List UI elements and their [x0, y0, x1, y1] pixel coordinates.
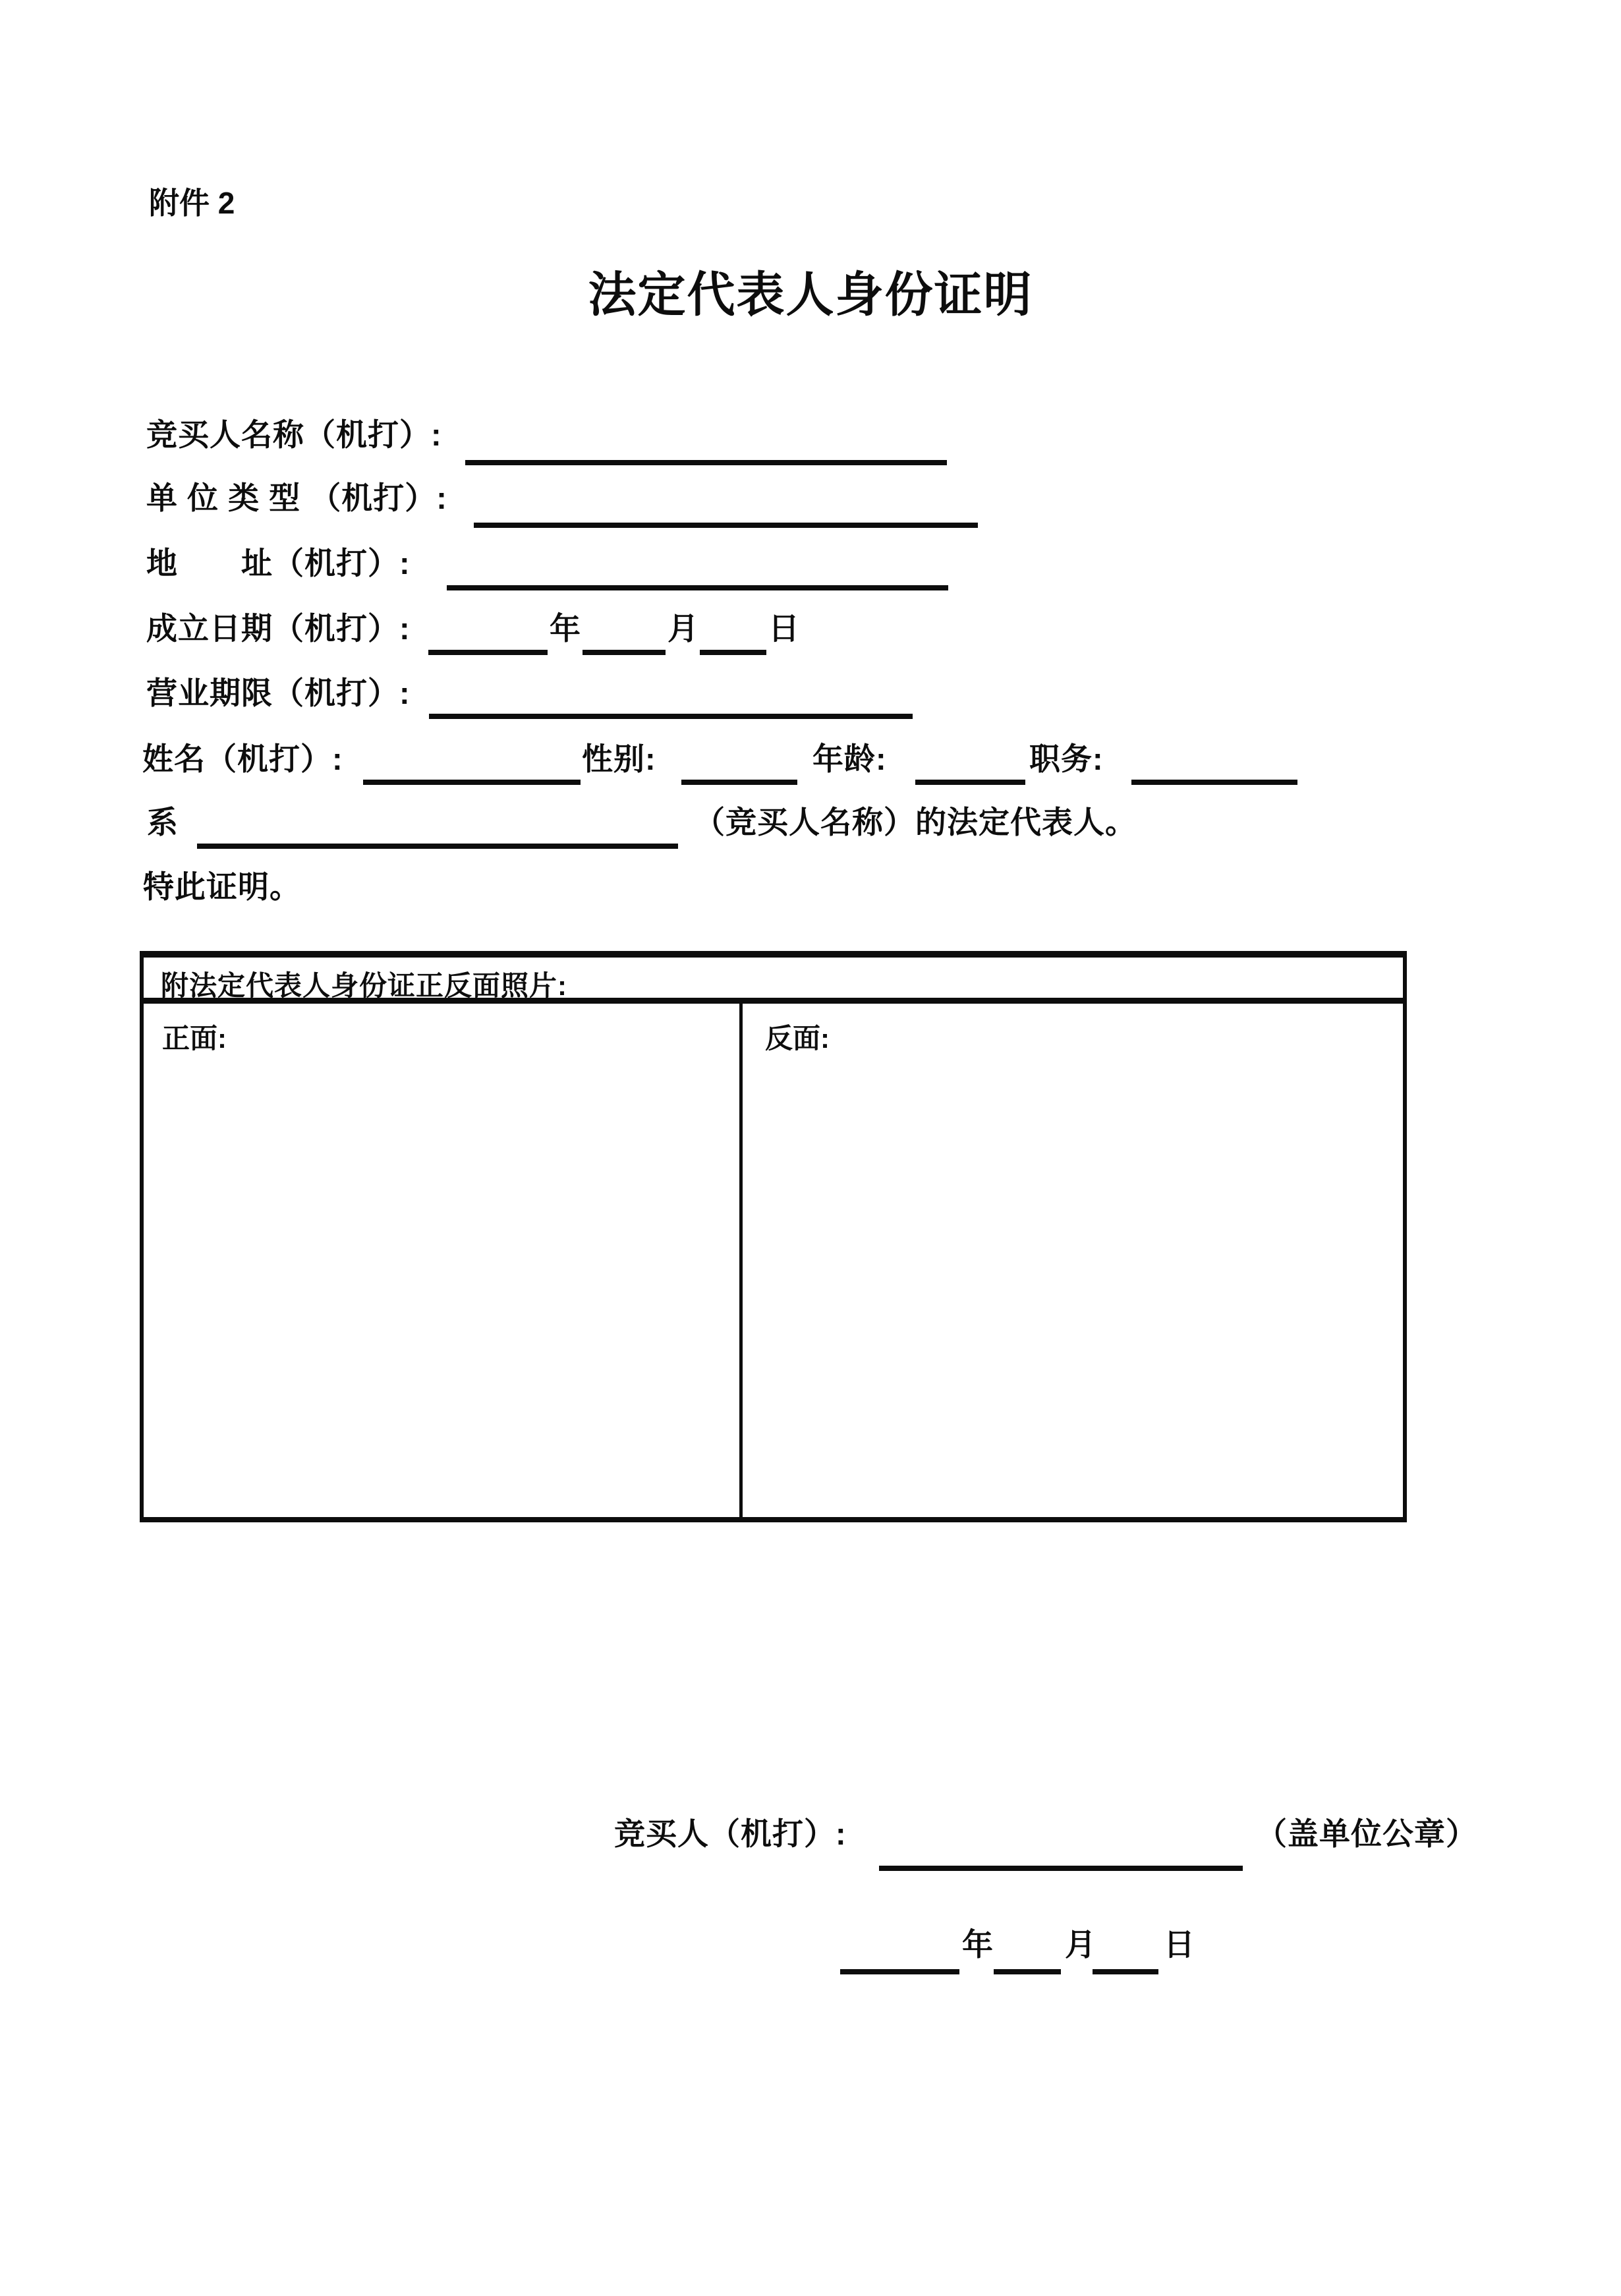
blank-company-name: [197, 844, 678, 849]
sign-day-suffix: 日: [1164, 1927, 1195, 1962]
establish-year-suffix: 年: [550, 611, 581, 646]
blank-establish-month: [583, 650, 666, 655]
sign-month-suffix: 月: [1065, 1927, 1096, 1962]
blank-age: [915, 780, 1025, 785]
establish-date-label: 成立日期（机打）:: [146, 611, 411, 646]
blank-signature-bidder: [879, 1866, 1243, 1871]
bidder-name-label: 竞买人名称（机打）:: [146, 417, 442, 452]
blank-position: [1131, 780, 1297, 785]
gender-label: 性别:: [582, 741, 656, 776]
attachment-number-label: 附件 2: [149, 186, 235, 220]
id-photo-back-cell: [743, 1004, 1403, 1517]
address-label: 地 址（机打）:: [146, 546, 411, 581]
blank-establish-year: [428, 650, 548, 655]
seal-note-label: （盖单位公章）: [1256, 1816, 1477, 1851]
id-photo-back-label: 反面:: [765, 1023, 830, 1054]
id-photo-box: [140, 951, 1407, 1522]
blank-sign-month: [994, 1969, 1061, 1974]
unit-type-label: 单 位 类 型 （机打）:: [146, 480, 447, 515]
rep-name-label: 姓名（机打）:: [142, 741, 343, 776]
is-prefix-label: 系: [147, 805, 179, 840]
blank-gender: [681, 780, 797, 785]
position-label: 职务:: [1029, 741, 1104, 776]
id-photo-front-cell: [144, 1004, 743, 1517]
signature-bidder-label: 竞买人（机打）:: [614, 1816, 847, 1851]
id-photo-box-header: 附法定代表人身份证正反面照片:: [144, 958, 1403, 1004]
establish-month-suffix: 月: [668, 611, 699, 646]
business-term-label: 营业期限（机打）:: [146, 675, 411, 710]
blank-establish-day: [700, 650, 766, 655]
legal-rep-suffix-label: （竞买人名称）的法定代表人。: [694, 805, 1137, 840]
sign-year-suffix: 年: [962, 1927, 994, 1962]
blank-address: [447, 585, 948, 590]
id-photo-cells: [144, 1004, 1403, 1517]
id-photo-front-label: 正面:: [162, 1023, 227, 1054]
establish-day-suffix: 日: [768, 611, 800, 646]
document-title: 法定代表人身份证明: [588, 268, 1033, 322]
age-label: 年龄:: [812, 741, 887, 776]
blank-rep-name: [363, 780, 581, 785]
blank-business-term: [429, 714, 913, 719]
blank-sign-year: [840, 1969, 959, 1974]
blank-bidder-name: [465, 460, 947, 465]
blank-sign-day: [1093, 1969, 1158, 1974]
blank-unit-type: [474, 523, 978, 528]
hereby-certify-text: 特此证明。: [143, 869, 301, 904]
